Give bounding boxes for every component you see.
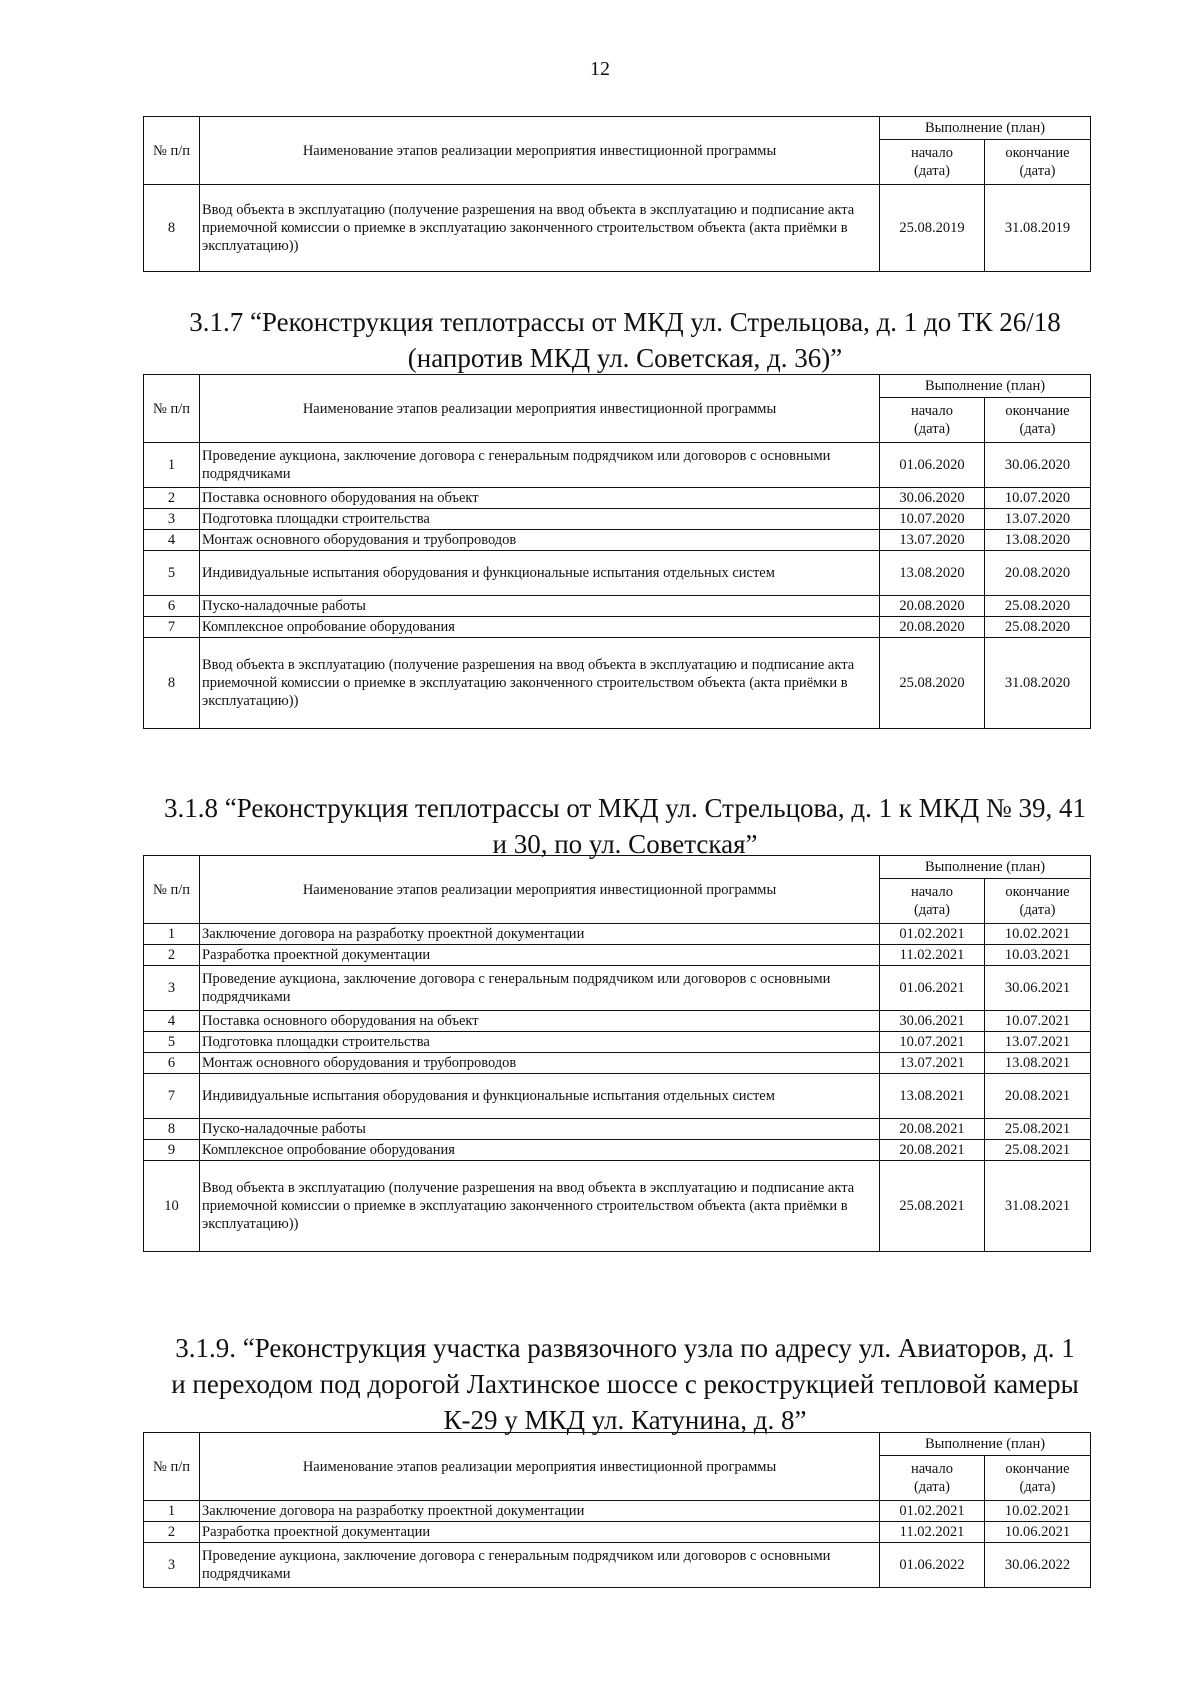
row-number: 10 (144, 1161, 200, 1252)
row-stage-name: Разработка проектной документации (200, 945, 880, 966)
row-stage-name: Проведение аукциона, заключение договора с генеральным подрядчиком или договоров с основными подрядчиками (200, 1543, 880, 1588)
header-start: начало (дата) (880, 398, 985, 443)
row-number: 2 (144, 945, 200, 966)
row-end-date: 10.06.2021 (985, 1522, 1091, 1543)
stages-table (143, 1432, 1091, 1588)
table-row (144, 945, 1091, 966)
row-number: 8 (144, 185, 200, 272)
row-start-date: 20.08.2020 (880, 596, 985, 617)
table-row (144, 1053, 1091, 1074)
row-end-date: 30.06.2020 (985, 443, 1091, 488)
row-stage-name: Заключение договора на разработку проектной документации (200, 1501, 880, 1522)
stages-table (143, 374, 1091, 729)
row-stage-name: Ввод объекта в эксплуатацию (получение разрешения на ввод объекта в эксплуатацию и подписание акта приемочной комиссии о приемке в эксплуатацию законченного строительством объекта (акта приёмки в эксплуатацию)) (200, 1161, 880, 1252)
row-stage-name: Проведение аукциона, заключение договора с генеральным подрядчиком или договоров с основными подрядчиками (200, 443, 880, 488)
row-number: 8 (144, 638, 200, 729)
table-row (144, 638, 1091, 729)
row-stage-name: Разработка проектной документации (200, 1522, 880, 1543)
row-number: 4 (144, 1011, 200, 1032)
row-end-date: 30.06.2021 (985, 966, 1091, 1011)
row-number: 6 (144, 596, 200, 617)
row-start-date: 11.02.2021 (880, 945, 985, 966)
header-end: окончание (дата) (985, 1456, 1091, 1501)
section-heading-3-1-7: 3.1.7 “Реконструкция теплотрассы от МКД ул. Стрельцова, д. 1 до ТК 26/18 (напротив МКД ул. Советская, д. 36)” (189, 307, 1061, 373)
row-stage-name: Поставка основного оборудования на объект (200, 488, 880, 509)
row-end-date: 25.08.2020 (985, 596, 1091, 617)
page-number: 12 (590, 58, 610, 80)
row-stage-name: Комплексное опробование оборудования (200, 1140, 880, 1161)
stages-table (143, 855, 1091, 1252)
row-end-date: 30.06.2022 (985, 1543, 1091, 1588)
table-row (144, 924, 1091, 945)
table-row (144, 966, 1091, 1011)
row-number: 2 (144, 488, 200, 509)
table-row (144, 1140, 1091, 1161)
row-number: 3 (144, 1543, 200, 1588)
header-execution: Выполнение (план) (880, 1433, 1091, 1456)
section-heading-3-1-9: 3.1.9. “Реконструкция участка развязочного узла по адресу ул. Авиаторов, д. 1 и переходом под дорогой Лахтинское шоссе с рекострукцией тепловой камеры К-29 у МКД ул. Катунина, д. 8” (171, 1333, 1079, 1435)
row-end-date: 25.08.2021 (985, 1119, 1091, 1140)
row-number: 2 (144, 1522, 200, 1543)
row-number: 4 (144, 530, 200, 551)
row-stage-name: Индивидуальные испытания оборудования и функциональные испытания отдельных систем (200, 551, 880, 596)
row-number: 7 (144, 1074, 200, 1119)
row-start-date: 13.08.2021 (880, 1074, 985, 1119)
table-row (144, 1011, 1091, 1032)
row-end-date: 31.08.2020 (985, 638, 1091, 729)
row-stage-name: Подготовка площадки строительства (200, 1032, 880, 1053)
section-heading-3-1-8: 3.1.8 “Реконструкция теплотрассы от МКД ул. Стрельцова, д. 1 к МКД № 39, 41 и 30, по ул. Советская” (164, 793, 1086, 859)
table-row (144, 1522, 1091, 1543)
row-number: 9 (144, 1140, 200, 1161)
table-row (144, 509, 1091, 530)
header-number: № п/п (144, 375, 200, 443)
row-start-date: 30.06.2020 (880, 488, 985, 509)
row-start-date: 01.06.2021 (880, 966, 985, 1011)
table-row (144, 1501, 1091, 1522)
row-stage-name: Комплексное опробование оборудования (200, 617, 880, 638)
header-stage-name: Наименование этапов реализации мероприятия инвестиционной программы (200, 117, 880, 185)
row-end-date: 10.02.2021 (985, 1501, 1091, 1522)
row-start-date: 01.06.2022 (880, 1543, 985, 1588)
table-row (144, 1032, 1091, 1053)
row-number: 1 (144, 924, 200, 945)
row-stage-name: Монтаж основного оборудования и трубопроводов (200, 530, 880, 551)
row-start-date: 11.02.2021 (880, 1522, 985, 1543)
row-number: 6 (144, 1053, 200, 1074)
table-row (144, 596, 1091, 617)
row-start-date: 20.08.2021 (880, 1140, 985, 1161)
table-row (144, 1074, 1091, 1119)
row-end-date: 13.07.2020 (985, 509, 1091, 530)
row-stage-name: Проведение аукциона, заключение договора с генеральным подрядчиком или договоров с основными подрядчиками (200, 966, 880, 1011)
row-stage-name: Заключение договора на разработку проектной документации (200, 924, 880, 945)
row-end-date: 31.08.2021 (985, 1161, 1091, 1252)
row-start-date: 13.07.2021 (880, 1053, 985, 1074)
row-stage-name: Ввод объекта в эксплуатацию (получение разрешения на ввод объекта в эксплуатацию и подписание акта приемочной комиссии о приемке в эксплуатацию законченного строительством объекта (акта приёмки в эксплуатацию)) (200, 638, 880, 729)
header-stage-name: Наименование этапов реализации мероприятия инвестиционной программы (200, 375, 880, 443)
row-stage-name: Ввод объекта в эксплуатацию (получение разрешения на ввод объекта в эксплуатацию и подписание акта приемочной комиссии о приемке в эксплуатацию законченного строительством объекта (акта приёмки в эксплуатацию)) (200, 185, 880, 272)
stages-table (143, 116, 1091, 272)
row-start-date: 25.08.2020 (880, 638, 985, 729)
row-end-date: 13.08.2021 (985, 1053, 1091, 1074)
row-end-date: 20.08.2021 (985, 1074, 1091, 1119)
row-number: 5 (144, 1032, 200, 1053)
row-end-date: 31.08.2019 (985, 185, 1091, 272)
row-number: 8 (144, 1119, 200, 1140)
table-row (144, 530, 1091, 551)
row-stage-name: Монтаж основного оборудования и трубопроводов (200, 1053, 880, 1074)
row-stage-name: Пуско-наладочные работы (200, 596, 880, 617)
row-end-date: 25.08.2021 (985, 1140, 1091, 1161)
row-end-date: 25.08.2020 (985, 617, 1091, 638)
row-end-date: 20.08.2020 (985, 551, 1091, 596)
header-start: начало (дата) (880, 879, 985, 924)
header-end: окончание (дата) (985, 398, 1091, 443)
row-number: 3 (144, 966, 200, 1011)
header-number: № п/п (144, 117, 200, 185)
row-start-date: 10.07.2020 (880, 509, 985, 530)
row-start-date: 20.08.2020 (880, 617, 985, 638)
row-stage-name: Подготовка площадки строительства (200, 509, 880, 530)
header-stage-name: Наименование этапов реализации мероприятия инвестиционной программы (200, 1433, 880, 1501)
row-number: 5 (144, 551, 200, 596)
table-row (144, 617, 1091, 638)
row-start-date: 13.08.2020 (880, 551, 985, 596)
row-end-date: 13.07.2021 (985, 1032, 1091, 1053)
header-number: № п/п (144, 1433, 200, 1501)
header-end: окончание (дата) (985, 140, 1091, 185)
table-row (144, 443, 1091, 488)
row-end-date: 10.02.2021 (985, 924, 1091, 945)
table-row (144, 551, 1091, 596)
table-row (144, 185, 1091, 272)
row-number: 1 (144, 1501, 200, 1522)
row-number: 3 (144, 509, 200, 530)
header-execution: Выполнение (план) (880, 375, 1091, 398)
row-start-date: 25.08.2019 (880, 185, 985, 272)
row-end-date: 13.08.2020 (985, 530, 1091, 551)
row-number: 1 (144, 443, 200, 488)
row-end-date: 10.07.2021 (985, 1011, 1091, 1032)
row-start-date: 01.02.2021 (880, 1501, 985, 1522)
row-stage-name: Пуско-наладочные работы (200, 1119, 880, 1140)
row-start-date: 25.08.2021 (880, 1161, 985, 1252)
table-row (144, 1119, 1091, 1140)
header-end: окончание (дата) (985, 879, 1091, 924)
table-row (144, 488, 1091, 509)
header-number: № п/п (144, 856, 200, 924)
row-end-date: 10.03.2021 (985, 945, 1091, 966)
row-start-date: 20.08.2021 (880, 1119, 985, 1140)
row-start-date: 10.07.2021 (880, 1032, 985, 1053)
header-stage-name: Наименование этапов реализации мероприятия инвестиционной программы (200, 856, 880, 924)
header-execution: Выполнение (план) (880, 117, 1091, 140)
table-row (144, 1161, 1091, 1252)
row-stage-name: Поставка основного оборудования на объект (200, 1011, 880, 1032)
header-start: начало (дата) (880, 1456, 985, 1501)
row-start-date: 13.07.2020 (880, 530, 985, 551)
row-start-date: 01.02.2021 (880, 924, 985, 945)
row-start-date: 01.06.2020 (880, 443, 985, 488)
row-number: 7 (144, 617, 200, 638)
row-start-date: 30.06.2021 (880, 1011, 985, 1032)
header-start: начало (дата) (880, 140, 985, 185)
header-execution: Выполнение (план) (880, 856, 1091, 879)
row-end-date: 10.07.2020 (985, 488, 1091, 509)
table-row (144, 1543, 1091, 1588)
row-stage-name: Индивидуальные испытания оборудования и функциональные испытания отдельных систем (200, 1074, 880, 1119)
